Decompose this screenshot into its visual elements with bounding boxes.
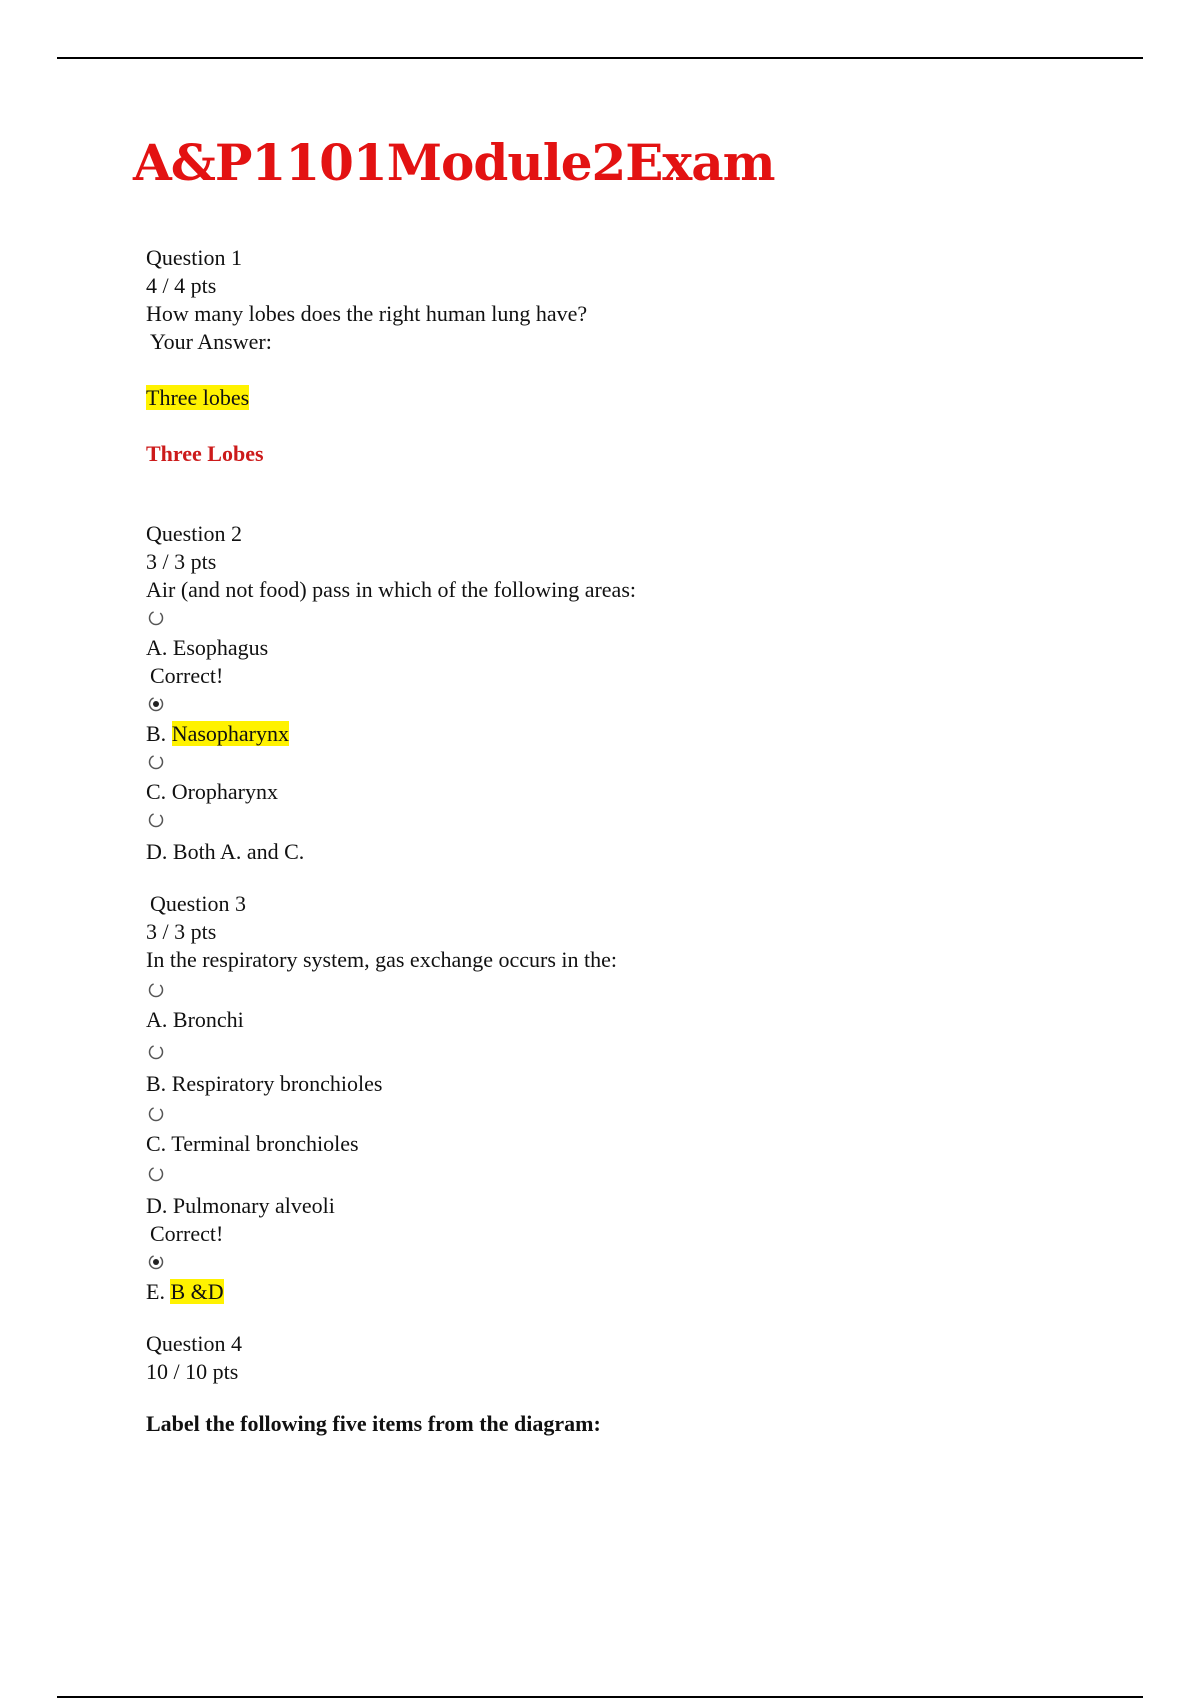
question-instruction: Label the following five items from the diagram: bbox=[146, 1411, 601, 1436]
question-points: 3 / 3 pts bbox=[146, 549, 217, 574]
radio-unselected-icon[interactable] bbox=[148, 1106, 164, 1122]
bottom-rule bbox=[57, 1696, 1143, 1698]
question-text: Air (and not food) pass in which of the following areas: bbox=[146, 577, 636, 602]
question-3 bbox=[146, 890, 1046, 1306]
your-answer-label: Your Answer: bbox=[150, 329, 272, 354]
question-4 bbox=[146, 1330, 1046, 1438]
option-d: D. Both A. and C. bbox=[146, 839, 305, 864]
radio-unselected-icon[interactable] bbox=[148, 982, 164, 998]
radio-unselected-icon[interactable] bbox=[148, 1166, 164, 1182]
option-e: E. B &D bbox=[146, 1279, 224, 1304]
page-title: A&P1101Module2Exam bbox=[133, 133, 775, 192]
radio-selected-icon[interactable] bbox=[148, 696, 164, 712]
exam-content bbox=[146, 244, 1046, 1438]
correct-label: Correct! bbox=[150, 663, 224, 688]
radio-unselected-icon[interactable] bbox=[148, 754, 164, 770]
question-text: How many lobes does the right human lung have? bbox=[146, 301, 588, 326]
radio-unselected-icon[interactable] bbox=[148, 610, 164, 626]
question-number: Question 1 bbox=[146, 245, 242, 270]
question-points: 4 / 4 pts bbox=[146, 273, 217, 298]
question-1 bbox=[146, 244, 1046, 468]
correct-label: Correct! bbox=[150, 1221, 224, 1246]
question-number: Question 3 bbox=[150, 891, 246, 916]
top-rule bbox=[57, 57, 1143, 59]
option-b: B. Respiratory bronchioles bbox=[146, 1071, 383, 1096]
option-b: B. Nasopharynx bbox=[146, 721, 289, 746]
radio-unselected-icon[interactable] bbox=[148, 812, 164, 828]
radio-selected-icon[interactable] bbox=[148, 1254, 164, 1270]
option-c: C. Oropharynx bbox=[146, 779, 278, 804]
option-a: A. Bronchi bbox=[146, 1007, 244, 1032]
question-points: 3 / 3 pts bbox=[146, 919, 217, 944]
your-answer-value: Three lobes bbox=[146, 385, 250, 410]
option-c: C. Terminal bronchioles bbox=[146, 1131, 359, 1156]
question-2 bbox=[146, 520, 1046, 866]
option-d: D. Pulmonary alveoli bbox=[146, 1193, 335, 1218]
question-number: Question 4 bbox=[146, 1331, 242, 1356]
question-number: Question 2 bbox=[146, 521, 242, 546]
question-points: 10 / 10 pts bbox=[146, 1359, 239, 1384]
radio-unselected-icon[interactable] bbox=[148, 1044, 164, 1060]
answer-key: Three Lobes bbox=[146, 441, 264, 466]
option-a: A. Esophagus bbox=[146, 635, 269, 660]
question-text: In the respiratory system, gas exchange occurs in the: bbox=[146, 947, 618, 972]
